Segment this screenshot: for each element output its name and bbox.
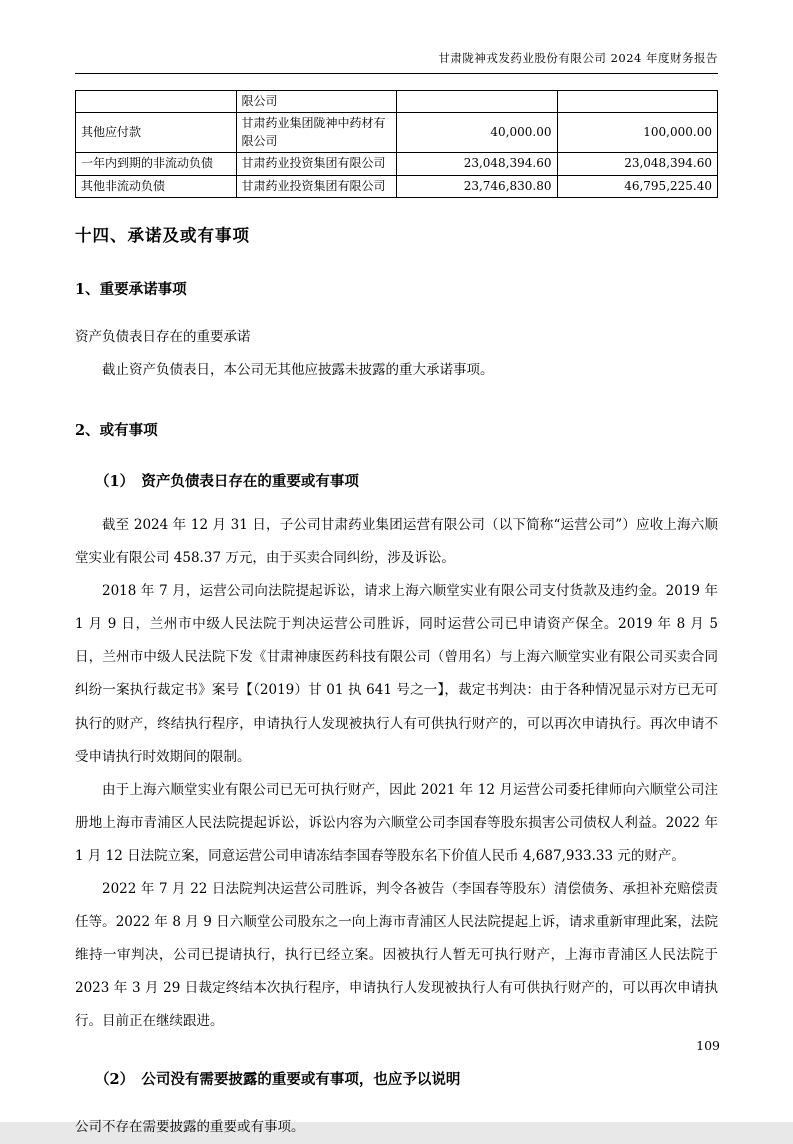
table-cell-item: 一年内到期的非流动负债: [76, 153, 237, 175]
paragraph-contingency-4: 2022 年 7 月 22 日法院判决运营公司胜诉，判令各被告（李国春等股东）清偿债务、承担补充赔偿责任等。2022 年 8 月 9 日六顺堂公司股东之一向上海市青浦区人民法院提起上诉，请求重新审理此案，法院维持一审判决，公司已提请执行，执行已经立案。因被执行人暂无可执行财产，上海市青浦区人民法院于 2023 年 3 月 29 日裁定终结本次执行程序，申请执行人发现被执行人有可供执行财产的，可以再次申请执行。目前正在继续跟进。: [75, 880, 718, 1030]
paragraph-contingency-2: 2018 年 7 月，运营公司向法院提起诉讼，请求上海六顺堂实业有限公司支付货款及违约金。2019 年 1 月 9 日，兰州市中级人民法院于判决运营公司胜诉，同时运营公司已申请资产保全。2019 年 8 月 5 日，兰州市中级人民法院下发《甘肃神康医药科技有限公司（曾用名）与上海六顺堂实业有限公司买卖合同纠纷一案执行裁定书》案号【（2019）甘 01 执 641 号之一】，裁定书判决：由于各种情况显示对方已无可执行的财产，终结执行程序，申请执行人发现被执行人有可供执行财产的，可以再次申请执行。再次申请不受申请执行时效期间的限制。: [75, 583, 718, 765]
table-cell-item: 其他应付款: [76, 113, 237, 153]
table-cell-item: [76, 91, 237, 113]
subsection-heading-important-commitments: 1、重要承诺事项: [75, 281, 187, 299]
section-heading-commitments-and-contingencies: 十四、承诺及或有事项: [75, 226, 250, 246]
table-cell-amount-prior: 100,000.00: [557, 113, 718, 153]
table-cell-amount-prior: 23,048,394.60: [557, 153, 718, 175]
item-heading-no-contingencies-disclosure: （2） 公司没有需要披露的重要或有事项，也应予以说明: [95, 1071, 461, 1089]
report-header-title: 甘肃陇神戎发药业股份有限公司 2024 年度财务报告: [75, 50, 718, 74]
table-row: [76, 91, 718, 113]
table-row: [76, 175, 718, 197]
table-cell-amount-current: 23,746,830.80: [397, 175, 558, 197]
paragraph-contingency-1: 截至 2024 年 12 月 31 日，子公司甘肃药业集团运营有限公司（以下简称“运营公司”）应收上海六顺堂实业有限公司 458.37 万元，由于买卖合同纠纷，涉及诉讼。: [75, 517, 718, 567]
table-cell-amount-current: [397, 91, 558, 113]
table-row: [76, 113, 718, 153]
paragraph-commitments-statement: 截止资产负债表日，本公司无其他应披露未披露的重大承诺事项。: [102, 362, 494, 379]
paragraph-contingency-3: 由于上海六顺堂实业有限公司已无可执行财产，因此 2021 年 12 月运营公司委托律师向六顺堂公司注册地上海市青浦区人民法院提起诉讼，诉讼内容为六顺堂公司李国春等股东损害公司债权人利益。2022 年 1 月 12 日法院立案，同意运营公司申请冻结李国春等股东名下价值人民币 4,687,933.33 元的财产。: [75, 781, 718, 864]
paragraph-no-contingencies: 公司不存在需要披露的重要或有事项。: [75, 1119, 305, 1136]
table-cell-amount-current: 23,048,394.60: [397, 153, 558, 175]
table-cell-party: 限公司: [236, 91, 397, 113]
subsection-heading-contingencies: 2、或有事项: [75, 422, 158, 440]
table-cell-party: 甘肃药业集团陇神中药材有限公司: [236, 113, 397, 153]
table-cell-item: 其他非流动负债: [76, 175, 237, 197]
table-cell-amount-prior: 46,795,225.40: [557, 175, 718, 197]
paragraph-commitments-lead: 资产负债表日存在的重要承诺: [75, 329, 251, 346]
table-cell-party: 甘肃药业投资集团有限公司: [236, 175, 397, 197]
table-row: [76, 153, 718, 175]
table-cell-amount-current: 40,000.00: [397, 113, 558, 153]
payables-table: [75, 90, 718, 198]
item-heading-contingencies-at-balance-date: （1） 资产负债表日存在的重要或有事项: [95, 473, 359, 491]
table-cell-amount-prior: [557, 91, 718, 113]
page-number: 109: [696, 1038, 720, 1053]
table-cell-party: 甘肃药业投资集团有限公司: [236, 153, 397, 175]
